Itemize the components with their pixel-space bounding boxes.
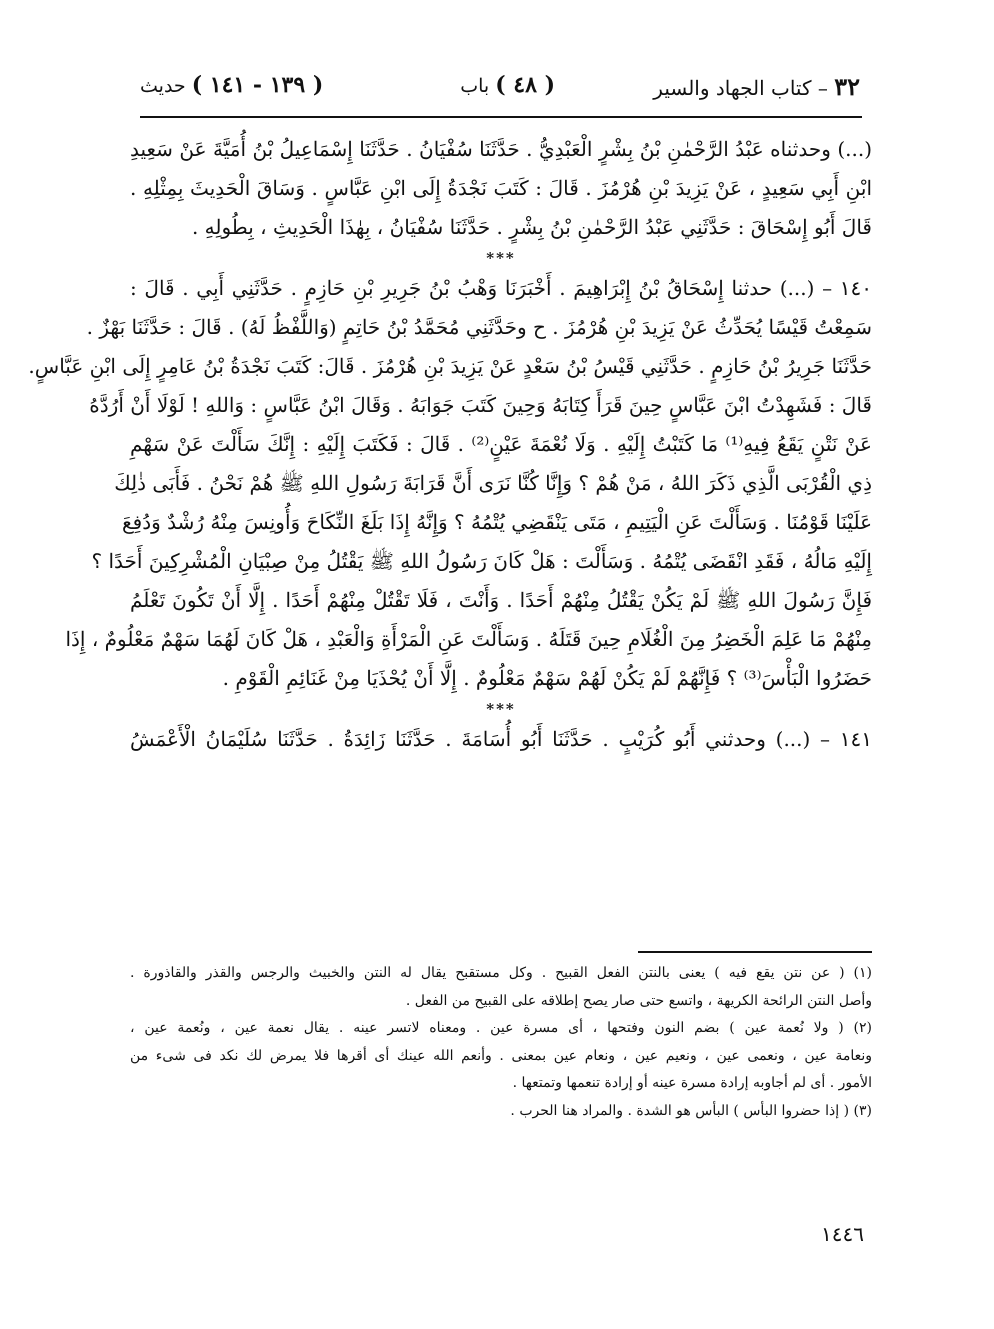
hadith-range: ( ١٣٩ - ١٤١ ) حديث <box>140 72 324 98</box>
text-line: قَالَ : فَشَهِدْتُ ابْنَ عَبَّاسٍ حِينَ قَرَأَ كِتَابَهُ وَحِينَ كَتَبَ جَوَابَهُ . وَقَالَ ابْنُ عَبَّاسٍ : وَاللهِ ! لَوْلَا أَنْ أَرُدَّهُ <box>89 393 872 417</box>
text-line: ابْنِ أَبِي سَعِيدٍ ، عَنْ يَزِيدَ بْنِ هُرْمُزَ . قَالَ : كَتَبَ نَجْدَةُ إِلَى ابْنِ عَبَّاسٍ . وَسَاقَ الْحَدِيثَ بِمِثْلِهِ . <box>130 176 872 200</box>
text-line: عَنْ نَتْنٍ يَقَعُ فِيهِ⁽¹⁾ مَا كَتَبْتُ إِلَيْهِ . وَلَا نُعْمَةَ عَيْنٍ⁽²⁾ . قَالَ : فَكَتَبَ إِلَيْهِ : إِنَّكَ سَأَلْتَ عَنْ سَهْمِ <box>130 432 872 456</box>
footnote-line: (٣) ( إذا حضروا البأس ) البأس هو الشدة . والمراد هنا الحرب . <box>510 1102 872 1119</box>
footnotes <box>130 960 872 1126</box>
text-line: فَإِنَّ رَسُولَ اللهِ ﷺ لَمْ يَكُنْ يَقْتُلُ مِنْهُمْ أَحَدًا . وَأَنْتَ ، فَلَا تَقْتُلْ مِنْهُمْ أَحَدًا . إِلَّا أَنْ تَكُونَ تَعْلَمُ <box>130 588 872 612</box>
section-separator: *** <box>486 249 516 267</box>
text-line: قَالَ أَبُو إِسْحَاقَ : حَدَّثَنِي عَبْدُ الرَّحْمٰنِ بْنُ بِشْرٍ . حَدَّثَنَا سُفْيَانُ ، بِهٰذَا الْحَدِيثِ ، بِطُولِهِ . <box>191 215 872 239</box>
footnote-line: ونعامة عين ، ونعمى عين ، ونعيم عين ، ونعام عين بمعنى . وأنعم الله عينك أى أقرها فلا يمرض لك نكد فى شىء من <box>130 1047 872 1064</box>
hadith-141-heading-line: ١٤١ – (...) وحدثني أَبُو كُرَيْبٍ . حَدَّثَنَا أَبُو أُسَامَةَ . حَدَّثَنَا زَائِدَةُ . حَدَّثَنَا سُلَيْمَانُ الْأَعْمَشُ <box>130 727 872 751</box>
text-line: عَلَيْنَا قَوْمُنَا . وَسَأَلْتَ عَنِ الْيَتِيمِ ، مَتَى يَنْقَضِي يُتْمُهُ ؟ وَإِنَّهُ إِذَا بَلَغَ النِّكَاحَ وَأُونِسَ مِنْهُ رُشْدٌ وَدُفِعَ <box>122 510 872 534</box>
book-title: ٣٢ – كتاب الجهاد والسير <box>653 72 860 101</box>
text-line: حَضَرُوا الْبَأْسَ⁽³⁾ ؟ فَإِنَّهُمْ لَمْ يَكُنْ لَهُمْ سَهْمٌ مَعْلُومٌ . إِلَّا أَنْ يُحْذَيَا مِنْ غَنَائِمِ الْقَوْمِ . <box>222 666 872 690</box>
footnote-line: (١) ( عن نتن يقع فيه ) يعنى بالنتن الفعل القبيح . وكل مستقبح يقال له النتن والخبيث والرجس والقذر والقاذورة . <box>130 965 872 981</box>
footnote-rule <box>638 951 872 953</box>
bab-number: ( ٤٨ ) <box>495 72 555 98</box>
main-text <box>28 130 872 759</box>
footnote-line: وأصل النتن الرائحة الكريهة ، واتسع حتى صار يصح إطلاقه على القبيح من الفعل . <box>405 992 872 1009</box>
text-line: سَمِعْتُ قَيْسًا يُحَدِّثُ عَنْ يَزِيدَ بْنِ هُرْمُزَ . ح وحَدَّثَنِي مُحَمَّدُ بْنُ حَاتِمٍ (وَاللَّفْظُ لَهُ) . قَالَ : حَدَّثَنَا بَهْزٌ . <box>86 315 872 339</box>
footnote-line: (٢) ( ولا نُعمة عين ) بضم النون وفتحها ، أى مسرة عين . ومعناه لاتسر عينه . يقال نعمة عين ، ونُعمة عين ، <box>130 1020 872 1037</box>
footnote-line: الأمور . أى لم أجاوبه إرادة مسرة عينه أو إرادة تنعمها وتمتعها . <box>512 1075 872 1092</box>
text-line: مِنْهُمْ مَا عَلِمَ الْخَضِرُ مِنَ الْغُلَامِ حِينَ قَتَلَهُ . وَسَأَلْتَ عَنِ الْمَرْأَةِ وَالْعَبْدِ ، هَلْ كَانَ لَهُمَا سَهْمٌ مَعْلُومٌ ، إِذَا <box>65 627 872 651</box>
section-separator: *** <box>486 700 516 718</box>
header-rule <box>140 116 862 118</box>
bab-label: ( ٤٨ ) باب <box>460 72 555 98</box>
text-line: (...) وحدثناه عَبْدُ الرَّحْمٰنِ بْنُ بِشْرٍ الْعَبْدِيُّ . حَدَّثَنَا سُفْيَانُ . حَدَّثَنَا إِسْمَاعِيلُ بْنُ أُمَيَّةَ عَنْ سَعِيدِ <box>130 137 872 161</box>
text-line: إِلَيْهِ مَالُهُ ، فَقَدِ انْقَضَى يُتْمُهُ . وَسَأَلْتَ : هَلْ كَانَ رَسُولُ اللهِ ﷺ يَقْتُلُ مِنْ صِبْيَانِ الْمُشْرِكِينَ أَحَدًا ؟ <box>91 549 872 573</box>
page-number: ١٤٤٦ <box>821 1222 864 1246</box>
text-line: حَدَّثَنَا جَرِيرُ بْنُ حَازِمٍ . حَدَّثَنِي قَيْسُ بْنُ سَعْدٍ عَنْ يَزِيدَ بْنِ هُرْمُزَ . قَالَ: كَتَبَ نَجْدَةُ بْنُ عَامِرٍ إِلَى ابْنِ عَبَّاسٍ. <box>28 354 872 378</box>
running-header <box>140 72 860 108</box>
text-line: ذِي الْقُرْبَى الَّذِي ذَكَرَ اللهُ ، مَنْ هُمْ ؟ وَإِنَّا كُنَّا نَرَى أَنَّ قَرَابَةَ رَسُولِ اللهِ ﷺ هُمْ نَحْنُ . فَأَبَى ذٰلِكَ <box>114 471 872 495</box>
hadith-range-numbers: ( ١٣٩ - ١٤١ ) <box>191 72 324 98</box>
hadith-140-heading-line: ١٤٠ – (...) حدثنا إِسْحَاقُ بْنُ إِبْرَاهِيمَ . أَخْبَرَنَا وَهْبُ بْنُ جَرِيرِ بْنِ حَازِمٍ . حَدَّثَنِي أَبِي . قَالَ : <box>130 276 872 300</box>
book-number: ٣٢ <box>834 72 860 101</box>
